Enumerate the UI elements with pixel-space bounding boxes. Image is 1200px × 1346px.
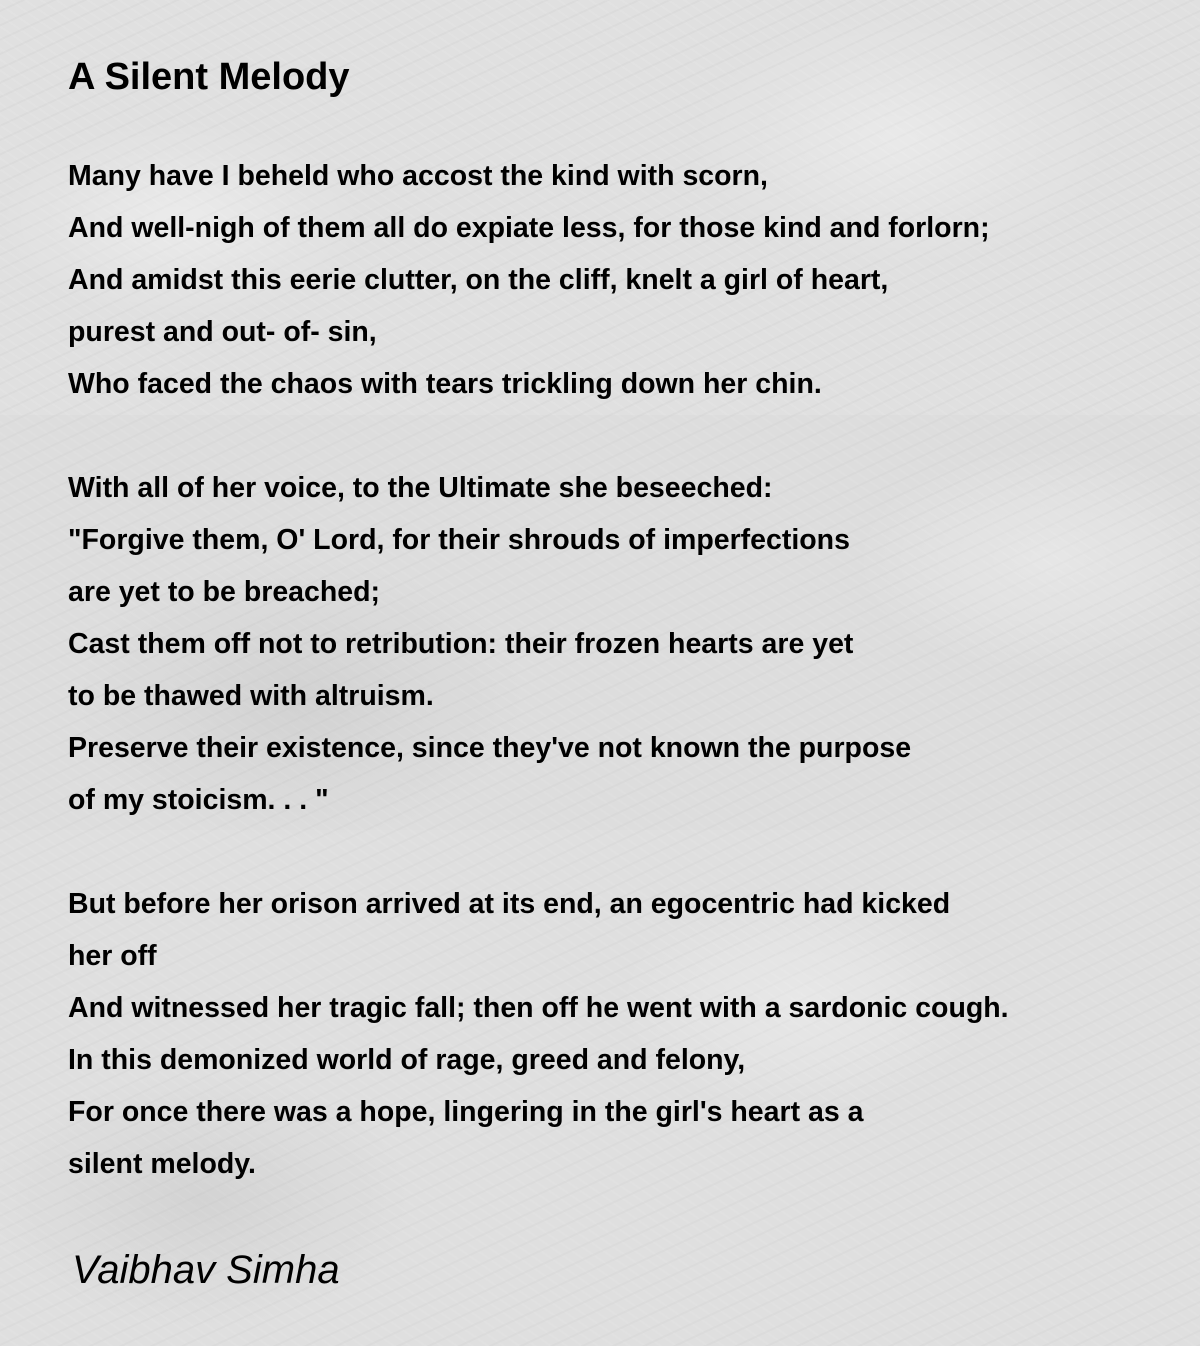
poem-line: Preserve their existence, since they've not known the purpose <box>68 732 912 764</box>
stanza-1 <box>68 150 1009 410</box>
stanza-3 <box>68 878 1009 1190</box>
poem-body <box>68 150 1009 1242</box>
poem-line: purest and out- of- sin, <box>68 316 377 348</box>
poem-author: Vaibhav Simha <box>72 1248 340 1292</box>
poem-line: For once there was a hope, lingering in the girl's heart as a <box>68 1096 864 1128</box>
poem-line: Many have I beheld who accost the kind with scorn, <box>68 160 768 192</box>
poem-line: are yet to be breached; <box>68 576 381 608</box>
poem-line: to be thawed with altruism. <box>68 680 434 712</box>
poem-line: silent melody. <box>68 1148 256 1180</box>
poem-line: In this demonized world of rage, greed and felony, <box>68 1044 746 1076</box>
poem-line: Who faced the chaos with tears trickling down her chin. <box>68 368 822 400</box>
poem-line: And well-nigh of them all do expiate less, for those kind and forlorn; <box>68 212 990 244</box>
poem-line: "Forgive them, O' Lord, for their shrouds of imperfections <box>68 524 850 556</box>
poem-line: With all of her voice, to the Ultimate she beseeched: <box>68 472 773 504</box>
poem-line: And amidst this eerie clutter, on the cliff, knelt a girl of heart, <box>68 264 889 296</box>
poem-title: A Silent Melody <box>68 56 350 98</box>
poem-line: But before her orison arrived at its end, an egocentric had kicked <box>68 888 951 920</box>
poem-line: And witnessed her tragic fall; then off he went with a sardonic cough. <box>68 992 1009 1024</box>
poem-line: of my stoicism. . . " <box>68 784 329 816</box>
poem-line: Cast them off not to retribution: their frozen hearts are yet <box>68 628 854 660</box>
poem-line: her off <box>68 940 157 972</box>
stanza-2 <box>68 462 1009 826</box>
